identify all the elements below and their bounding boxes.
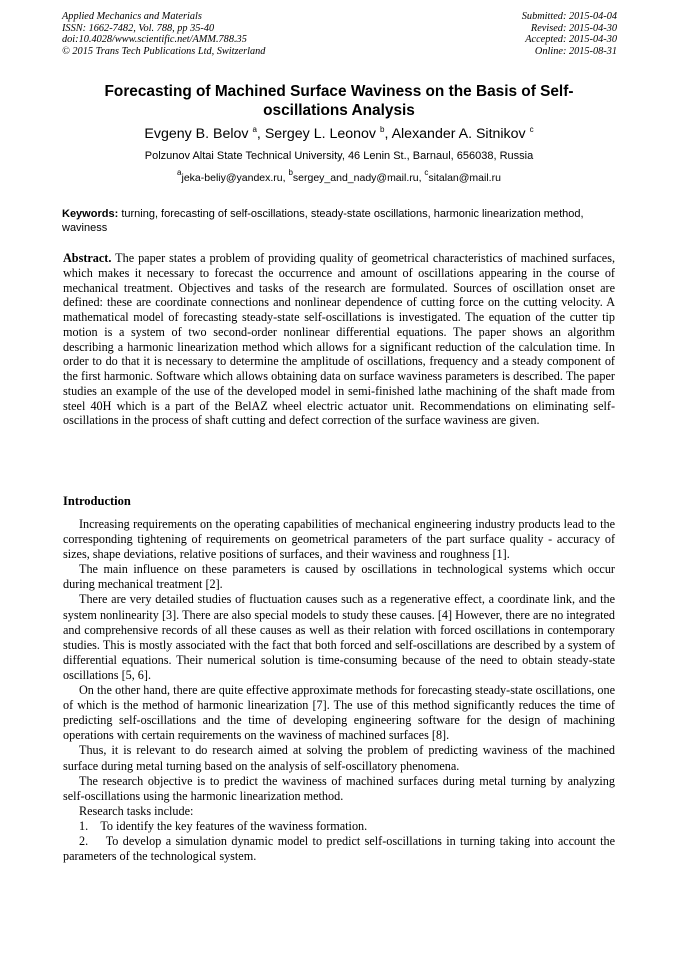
email-address[interactable]: jeka-beliy@yandex.ru (181, 172, 283, 184)
email-mark: a (177, 168, 182, 177)
introduction-heading: Introduction (63, 494, 131, 508)
title-line: oscillations Analysis (263, 101, 415, 119)
paragraph: There are very detailed studies of fluctuation causes such as a regenerative effect, a coordinate link, and the system nonlinearity [3]. There are also special models to study these causes. [4] However, there are no integrated and comprehensive records of all these causes as well as their relation with forced oscillations in contemporary studies. This is mostly associated with the fact that both forced and self-oscillations are described by a system of differential equations. Their numerical solution is time-consuming because of the need to obtain steady-state oscillations [5, 6]. (63, 592, 615, 682)
issn-line: ISSN: 1662-7482, Vol. 788, pp 35-40 (62, 22, 215, 34)
copyright-line: © 2015 Trans Tech Publications Ltd, Switzerland (62, 45, 266, 57)
author-name: Alexander A. Sitnikov (391, 126, 526, 142)
keywords (62, 207, 615, 236)
list-text: To identify the key features of the waviness formation. (100, 818, 368, 833)
author-affil-mark: c (529, 125, 534, 134)
paper-title (70, 83, 608, 120)
submitted-date: Submitted: 2015-04-04 (521, 11, 617, 22)
keywords-label: Keywords: (62, 208, 119, 220)
author-separator: , (418, 172, 422, 184)
author-affil-mark: a (252, 125, 257, 134)
list-text: To develop a simulation dynamic model to predict self-oscillations in turning taking into account the parameters of the technological system. (63, 833, 616, 864)
journal-info (62, 11, 265, 57)
list-number: 2. (79, 833, 89, 848)
email-list (40, 168, 638, 185)
author-name: Evgeny B. Belov (144, 126, 249, 142)
paragraph: On the other hand, there are quite effective approximate methods for forecasting steady-state oscillations, one of which is the method of harmonic linearization [7]. The use of this method significantly reduces the time of predicting self-oscillations and the time of developing engineering software for the design of machining operations with certain requirements on the waviness of machined surfaces [8]. (63, 683, 615, 743)
paragraph: The main influence on these parameters is caused by oscillations in technological systems which occur during mechanical treatment [2]. (63, 562, 615, 592)
list-item (63, 834, 615, 864)
list-item (63, 819, 615, 834)
author-separator: , (384, 126, 389, 142)
email-address[interactable]: sitalan@mail.ru (428, 172, 501, 184)
author-name: Sergey L. Leonov (264, 126, 377, 142)
paragraph: Research tasks include: (79, 803, 194, 818)
doi-line[interactable]: doi:10.4028/www.scientific.net/AMM.788.35 (62, 34, 247, 46)
journal-name: Applied Mechanics and Materials (62, 11, 202, 22)
paragraph: Increasing requirements on the operating capabilities of mechanical engineering industry products lead to the corresponding tightening of requirements on geometrical parameters of the part surface quality - accuracy of sizes, shape deviations, relative positions of surfaces, and their waviness and roughness [1]. (63, 517, 615, 562)
online-date: Online: 2015-08-31 (534, 45, 617, 57)
title-line: Forecasting of Machined Surface Waviness on the Basis of Self- (104, 83, 574, 100)
abstract (63, 251, 615, 428)
paragraph: Thus, it is relevant to do research aimed at solving the problem of predicting waviness of the machined surface during metal turning based on the analysis of self-oscillatory phenomena. (63, 743, 615, 773)
abstract-label: Abstract. (63, 251, 112, 265)
author-list (40, 125, 638, 143)
author-affil-mark: b (379, 125, 385, 134)
paragraph: The research objective is to predict the waviness of machined surfaces during metal turning by analyzing self-oscillations using the harmonic linearization method. (63, 773, 615, 803)
email-mark: b (288, 168, 293, 177)
abstract-text: The paper states a problem of providing quality of geometrical characteristics of machined surfaces, which makes it necessary to forecast the occurrence and amount of oscillations appearing in the course of mechanical treatment. Objectives and tasks of the research are formulated. Sources of oscillation onset are defined: these are coordinate connections and nonlinear dependence of cutting force on the cutting velocity. A mathematical model of forecasting steady-state self-oscillations is investigated. The equation of the cutter tip motion is a system of two second-order nonlinear differential equations. The paper shows an algorithm describing a harmonic linearization method which allows for a significant reduction of the calculation time. In order to do that it is necessary to determine the amplitude of oscillations, frequency and a steady component of the first harmonic. Software which allows obtaining data on surface waviness parameters is described. The paper studies an example of the use of the developed model in semi-finished lathe machining of the shaft made from steel 40H which is a part of the BelAZ wheel electric actuator unit. Recommendations on eliminating self-oscillations in the process of shaft cutting and defect correction of the surface waviness are given. (63, 251, 615, 428)
email-mark: c (424, 168, 429, 177)
keywords-text: turning, forecasting of self-oscillations, steady-state oscillations, harmonic linearization method, waviness (62, 208, 584, 235)
revised-date: Revised: 2015-04-30 (530, 22, 617, 34)
author-separator: , (256, 126, 261, 142)
publication-dates (522, 11, 617, 57)
email-address[interactable]: sergey_and_nady@mail.ru (292, 172, 419, 184)
list-number: 1. (79, 818, 89, 833)
accepted-date: Accepted: 2015-04-30 (525, 34, 617, 46)
author-separator: , (282, 172, 286, 184)
affiliation: Polzunov Altai State Technical University, 46 Lenin St., Barnaul, 656038, Russia (144, 150, 534, 162)
introduction-body (63, 517, 615, 864)
